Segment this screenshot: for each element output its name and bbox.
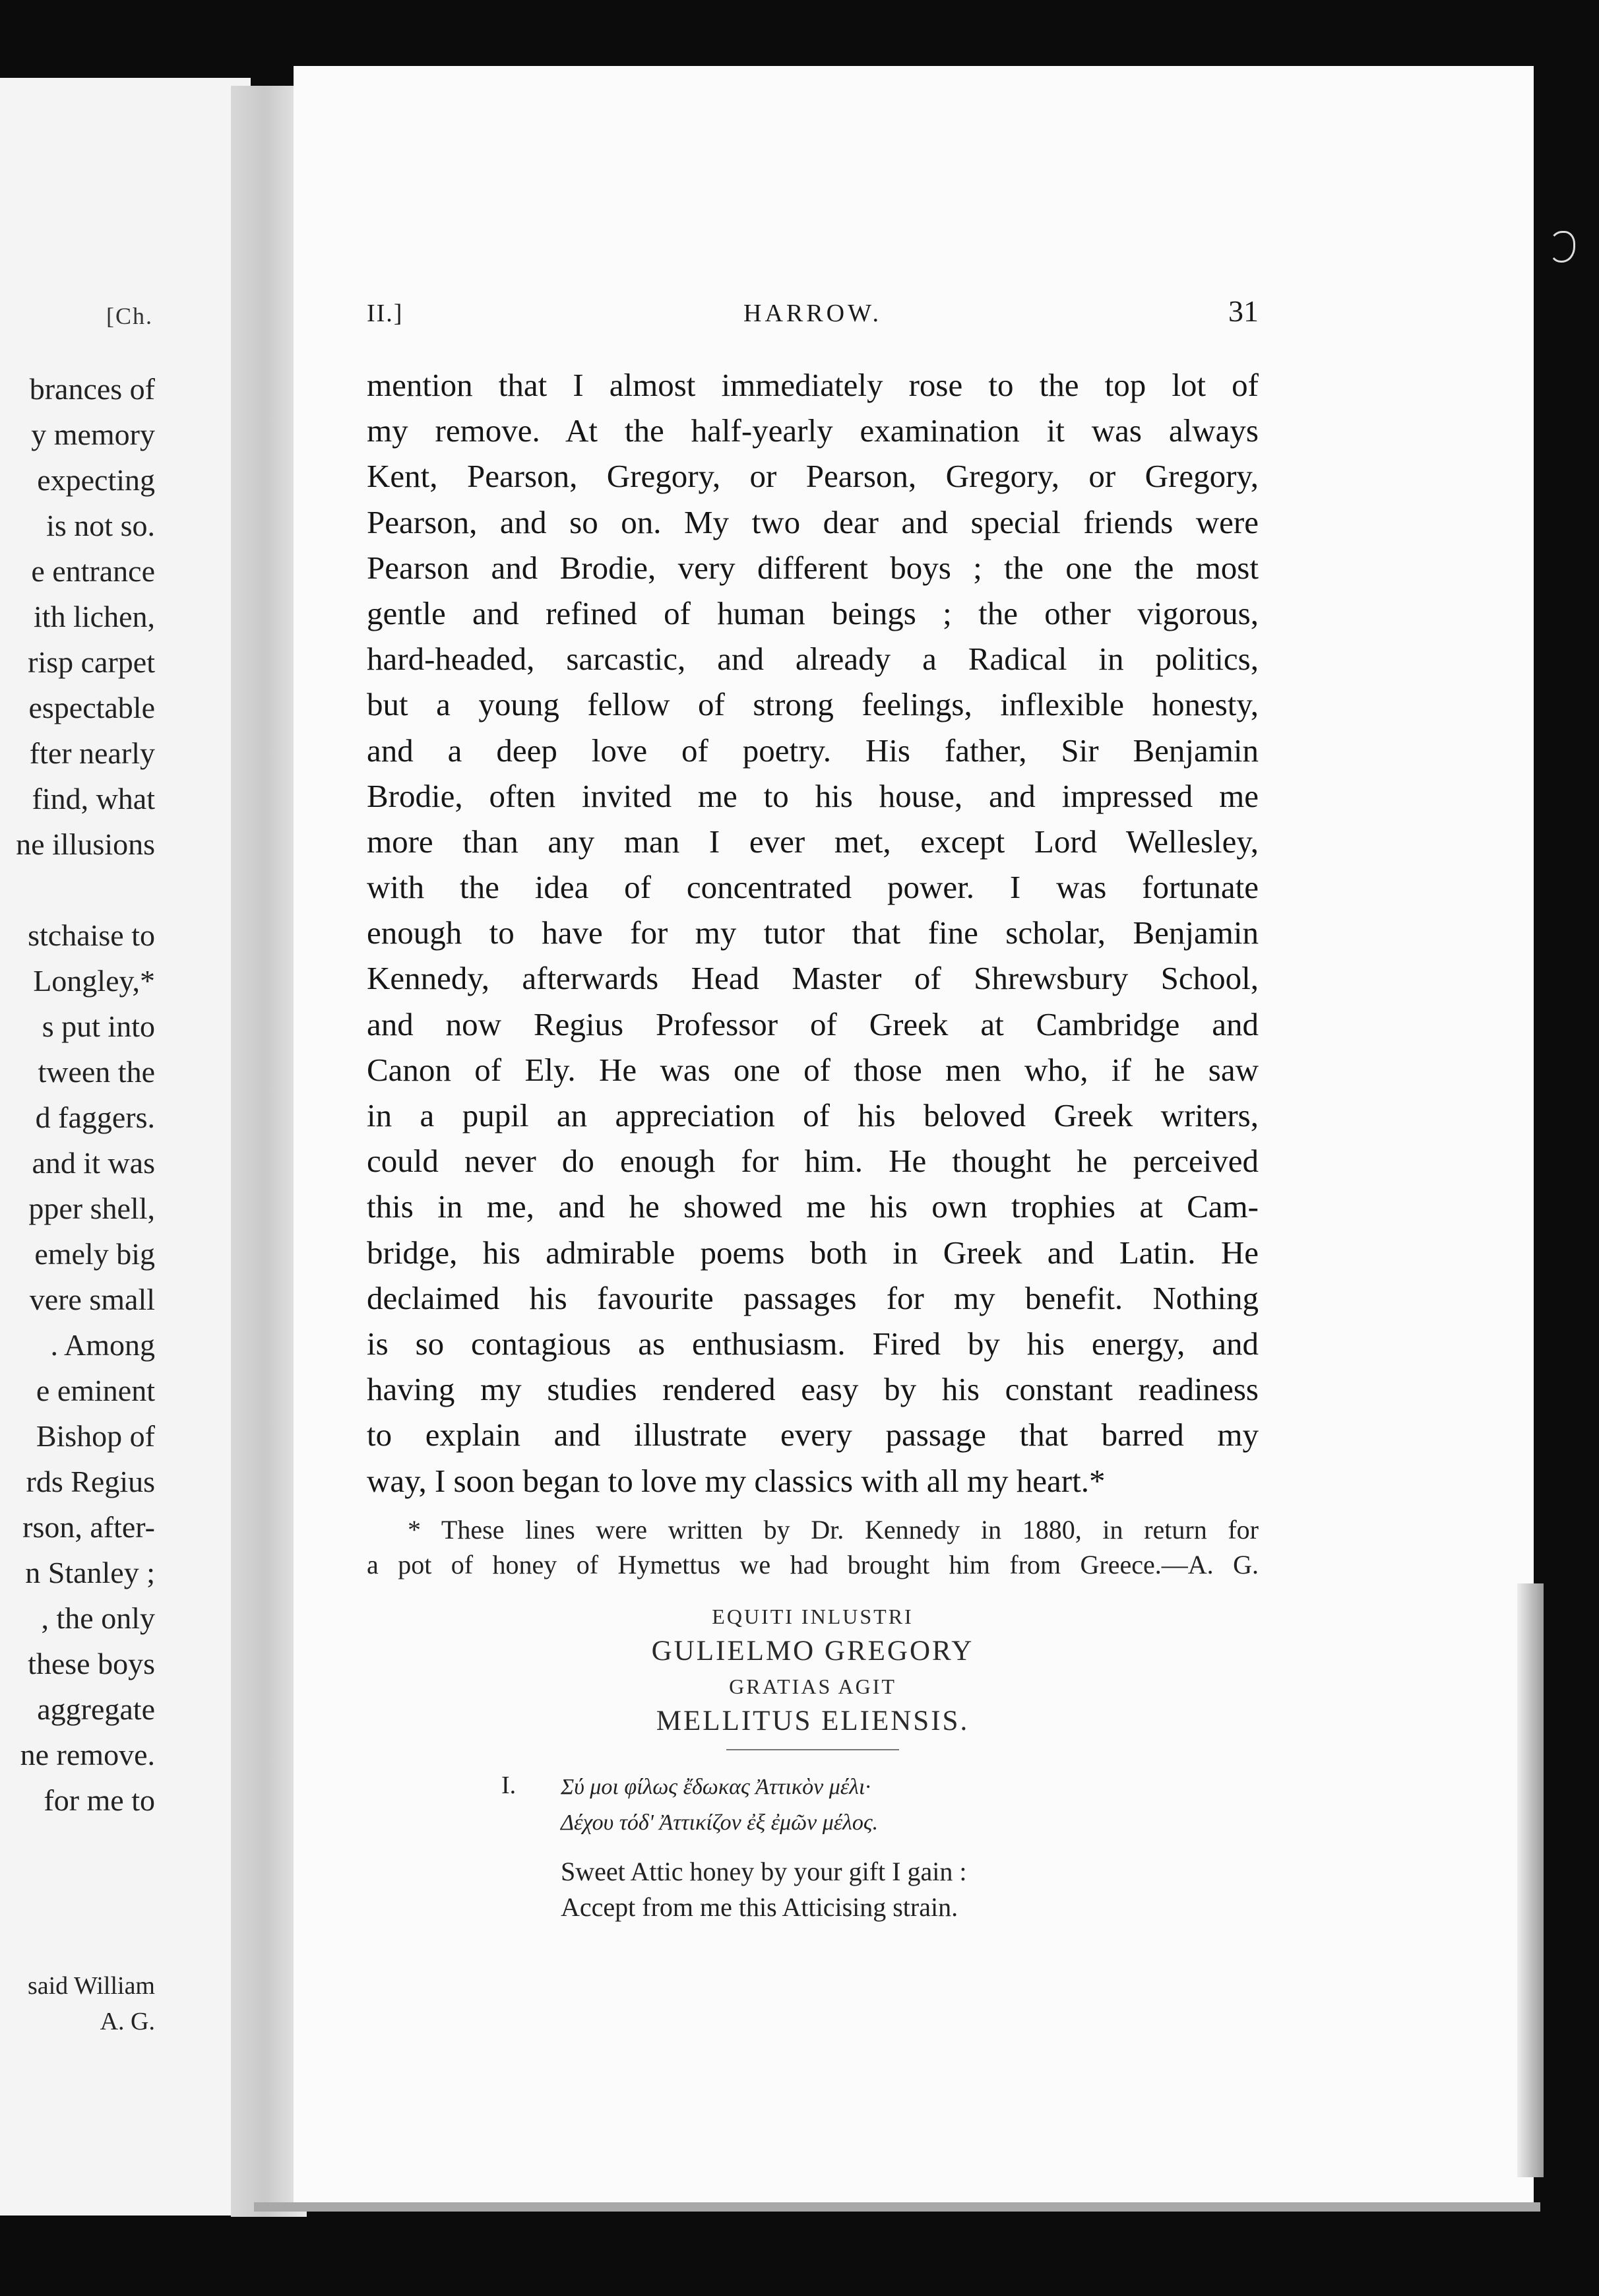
left-text-line: ne remove. bbox=[20, 1738, 155, 1771]
left-text-line: find, what bbox=[32, 782, 155, 815]
text-line: Pearson and Brodie, very different boys ; the one the most bbox=[367, 549, 1259, 586]
dedication-rule bbox=[726, 1749, 899, 1750]
dedication-line: GULIELMO GREGORY bbox=[651, 1636, 974, 1667]
running-head-title: HARROW. bbox=[743, 300, 882, 327]
text-line: but a young fellow of strong feelings, inflexible honesty, bbox=[367, 686, 1259, 723]
left-text-line: is not so. bbox=[46, 509, 155, 542]
text-line: this in me, and he showed me his own trophies at Cam- bbox=[367, 1188, 1259, 1225]
scan-mark bbox=[1549, 231, 1575, 263]
left-text-line: and it was bbox=[32, 1146, 155, 1180]
text-line: way, I soon began to love my classics with all my heart.* bbox=[367, 1462, 1106, 1499]
left-text-line: ne illusions bbox=[16, 827, 155, 861]
left-text-line: fter nearly bbox=[29, 736, 155, 770]
text-line: Pearson, and so on. My two dear and special friends were bbox=[367, 503, 1259, 540]
left-text-line: Longley,* bbox=[33, 964, 155, 998]
left-text-line: aggregate bbox=[37, 1692, 155, 1726]
text-line: enough to have for my tutor that fine scholar, Benjamin bbox=[367, 914, 1259, 951]
text-line: and now Regius Professor of Greek at Cambridge and bbox=[367, 1005, 1259, 1042]
running-head bbox=[367, 294, 1259, 333]
left-text-line: vere small bbox=[29, 1283, 155, 1316]
greek-line: Δέχου τόδ' Ἀττικίζον ἐξ ἐμῶν μέλος. bbox=[561, 1810, 879, 1835]
greek-verse bbox=[561, 1770, 878, 1841]
text-line: Kent, Pearson, Gregory, or Pearson, Gregory, or Gregory, bbox=[367, 458, 1259, 495]
left-footnote-line: said William bbox=[27, 1972, 155, 2000]
dedication-line: GRATIAS AGIT bbox=[729, 1674, 896, 1698]
left-text-line: . Among bbox=[50, 1328, 155, 1362]
left-text-line: s put into bbox=[42, 1009, 155, 1043]
left-text-line: espectable bbox=[28, 691, 155, 724]
greek-line: Σύ μοι φίλως ἔδωκας Ἀττικὸν μέλι· bbox=[561, 1775, 871, 1799]
text-line: is so contagious as enthusiasm. Fired by his energy, and bbox=[367, 1325, 1259, 1362]
text-line: mention that I almost immediately rose to the top lot of bbox=[367, 367, 1259, 403]
left-text-line: e eminent bbox=[36, 1374, 155, 1407]
text-line: hard-headed, sarcastic, and already a Radical in politics, bbox=[367, 641, 1259, 678]
text-line: Kennedy, afterwards Head Master of Shrewsbury School, bbox=[367, 960, 1259, 997]
left-text-line: Bishop of bbox=[36, 1419, 155, 1453]
english-line: Sweet Attic honey by your gift I gain : bbox=[561, 1857, 967, 1886]
text-line: my remove. At the half-yearly examination it was always bbox=[367, 412, 1259, 449]
left-text-line: for me to bbox=[44, 1783, 155, 1817]
verse-number: I. bbox=[501, 1771, 517, 1799]
page-edge-shadow bbox=[1517, 1583, 1544, 2177]
left-running-head: [Ch. bbox=[106, 303, 153, 329]
chapter-marker: II.] bbox=[367, 300, 404, 327]
left-text-line: tween the bbox=[38, 1055, 155, 1089]
english-line: Accept from me this Atticising strain. bbox=[561, 1892, 958, 1922]
text-line: to explain and illustrate every passage that barred my bbox=[367, 1417, 1259, 1453]
text-line: in a pupil an appreciation of his beloved Greek writers, bbox=[367, 1097, 1259, 1133]
english-verse bbox=[561, 1854, 966, 1925]
footnote bbox=[367, 1512, 1259, 1582]
left-text-line: stchaise to bbox=[28, 918, 155, 952]
dedication bbox=[367, 1600, 1259, 1750]
text-line: gentle and refined of human beings ; the other vigorous, bbox=[367, 594, 1259, 631]
text-line: Brodie, often invited me to his house, and impressed me bbox=[367, 777, 1259, 814]
text-line: bridge, his admirable poems both in Greek and Latin. He bbox=[367, 1234, 1259, 1271]
text-line: declaimed his favourite passages for my benefit. Nothing bbox=[367, 1279, 1259, 1316]
left-text-line: , the only bbox=[41, 1601, 155, 1635]
left-text-line: rds Regius bbox=[26, 1465, 155, 1498]
text-line: could never do enough for him. He thought he perceived bbox=[367, 1143, 1259, 1180]
text-line: more than any man I ever met, except Lord Wellesley, bbox=[367, 823, 1259, 860]
left-page-footnote bbox=[0, 1968, 155, 2039]
left-text-line: risp carpet bbox=[28, 645, 155, 679]
paragraph-gap bbox=[0, 867, 155, 912]
left-text-line: these boys bbox=[28, 1647, 155, 1680]
dedication-line: MELLITUS ELIENSIS. bbox=[656, 1706, 970, 1737]
left-text-line: pper shell, bbox=[28, 1192, 155, 1225]
text-line: and a deep love of poetry. His father, Sir Benjamin bbox=[367, 732, 1259, 769]
left-page bbox=[0, 78, 251, 2216]
footnote-line: a pot of honey of Hymettus we had brought him from Greece.—A. G. bbox=[367, 1550, 1259, 1579]
left-text-line: d faggers. bbox=[35, 1100, 155, 1134]
footnote-line: * These lines were written by Dr. Kennedy in 1880, in return for bbox=[408, 1515, 1259, 1545]
left-footnote-line: A. G. bbox=[100, 2008, 155, 2035]
left-text-line: expecting bbox=[37, 463, 155, 497]
left-page-text bbox=[0, 366, 155, 1823]
page-number: 31 bbox=[1228, 294, 1259, 328]
page-bottom-edge bbox=[254, 2202, 1540, 2212]
left-text-line: emely big bbox=[34, 1237, 155, 1271]
left-text-line: e entrance bbox=[31, 554, 155, 588]
text-line: Canon of Ely. He was one of those men who, if he saw bbox=[367, 1051, 1259, 1088]
left-text-line: brances of bbox=[29, 372, 155, 406]
body-text bbox=[367, 362, 1259, 1504]
text-line: having my studies rendered easy by his constant readiness bbox=[367, 1371, 1259, 1408]
left-text-line: y memory bbox=[31, 418, 155, 451]
text-line: with the idea of concentrated power. I was fortunate bbox=[367, 869, 1259, 906]
dedication-line: EQUITI INLUSTRI bbox=[712, 1605, 914, 1628]
left-text-line: rson, after- bbox=[22, 1510, 155, 1544]
left-text-line: ith lichen, bbox=[34, 600, 155, 633]
left-text-line: n Stanley ; bbox=[25, 1556, 155, 1589]
